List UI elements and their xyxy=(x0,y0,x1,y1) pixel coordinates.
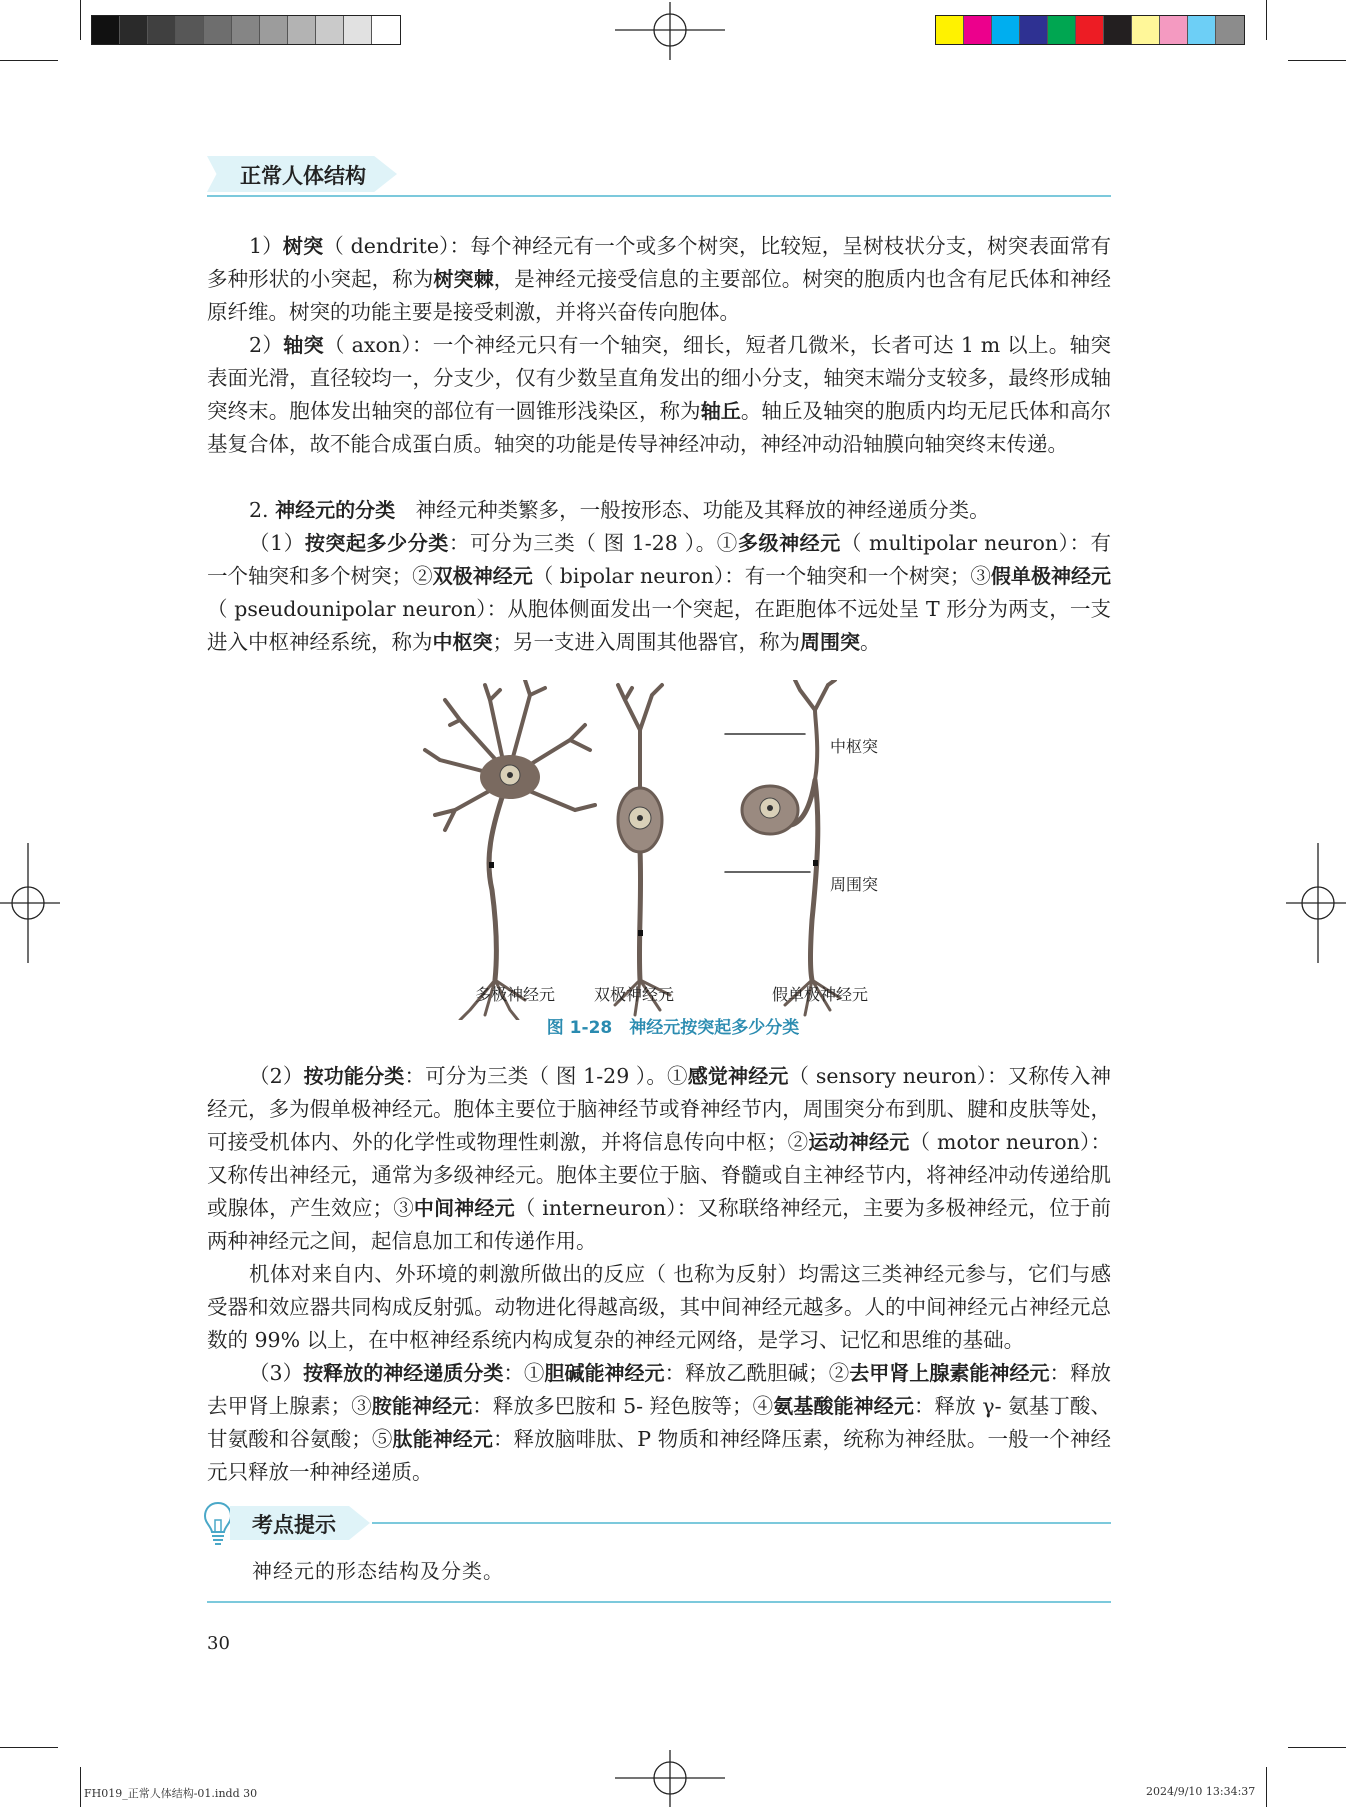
gray-swatch-5 xyxy=(204,16,232,44)
lightbulb-icon xyxy=(203,1500,233,1546)
paragraph-classification: 2. 神经元的分类 神经元种类繁多，一般按形态、功能及其释放的神经递质分类。 xyxy=(249,498,990,522)
color-swatch-6 xyxy=(1076,16,1104,44)
paragraph-by-function: （2）按功能分类：可分为三类（ 图 1-29 ）。①感觉神经元（ sensory neuron）：又称传入神经元，多为假单极神经元。胞体主要位于脑神经节或脊神经节内，周围突分布到肌、腱和皮肤等处，可接受机体内、外的化学性或物理性刺激，并将信息传向中枢；②运动神经元（ motor neuron）：又称传出神经元，通常为多级神经元。胞体主要位于脑、脊髓或自主神经节内，将神经冲动传递给肌或腺体，产生效应；③中间神经元（ interneuron）：又称联络神经元，主要为多极神经元，位于前两种神经元之间，起信息加工和传递作用。 xyxy=(207,1064,1112,1253)
label-peripheral-process: 周围突 xyxy=(830,875,879,894)
color-swatch-9 xyxy=(1160,16,1188,44)
color-swatch-10 xyxy=(1188,16,1216,44)
label-pseudounipolar: 假单极神经元 xyxy=(772,985,869,1004)
paragraph-dendrite: 1）树突（ dendrite）：每个神经元有一个或多个树突，比较短，呈树枝状分支，树突表面常有多种形状的小突起，称为树突棘，是神经元接受信息的主要部位。树突的胞质内也含有尼氏体和神经原纤维。树突的功能主要是接受刺激，并将兴奋传向胞体。 xyxy=(207,234,1112,324)
gray-swatch-7 xyxy=(260,16,288,44)
grayscale-bar xyxy=(91,15,401,45)
registration-mark-bottom xyxy=(615,1750,725,1807)
color-swatch-7 xyxy=(1104,16,1132,44)
color-swatch-11 xyxy=(1216,16,1244,44)
paragraph-axon: 2）轴突（ axon）：一个神经元只有一个轴突，细长，短者几微米，长者可达 1 m 以上。轴突表面光滑，直径较均一，分支少，仅有少数呈直角发出的细小分支，轴突末端分支较多，最终形成轴突终末。胞体发出轴突的部位有一圆锥形浅染区，称为轴丘。轴丘及轴突的胞质内均无尼氏体和高尔基复合体，故不能合成蛋白质。轴突的功能是传导神经冲动，神经冲动沿轴膜向轴突终末传递。 xyxy=(207,333,1112,456)
chapter-title: 正常人体结构 xyxy=(240,164,366,188)
color-swatch-3 xyxy=(992,16,1020,44)
footer-timestamp: 2024/9/10 13:34:37 xyxy=(1146,1785,1256,1798)
gray-swatch-1 xyxy=(92,16,120,44)
page-number: 30 xyxy=(207,1633,230,1654)
color-swatch-4 xyxy=(1020,16,1048,44)
figure-caption: 图 1-28 神经元按突起多少分类 xyxy=(546,1018,800,1038)
gray-swatch-9 xyxy=(316,16,344,44)
label-central-process: 中枢突 xyxy=(830,737,879,756)
color-bar xyxy=(935,15,1245,45)
registration-mark-left xyxy=(0,843,60,963)
color-swatch-5 xyxy=(1048,16,1076,44)
label-bipolar: 双极神经元 xyxy=(594,985,675,1004)
color-swatch-1 xyxy=(936,16,964,44)
color-swatch-2 xyxy=(964,16,992,44)
paragraph-reflex: 机体对来自内、外环境的刺激所做出的反应（ 也称为反射）均需这三类神经元参与，它们与感受器和效应器共同构成反射弧。动物进化得越高级，其中间神经元越多。人的中间神经元占神经元总数的 99% 以上，在中枢神经系统内构成复杂的神经元网络，是学习、记忆和思维的基础。 xyxy=(207,1262,1111,1352)
tip-rule-top xyxy=(372,1522,1111,1524)
neuron-figure xyxy=(400,680,920,1020)
multipolar-neuron-illustration xyxy=(425,680,595,1020)
gray-swatch-3 xyxy=(148,16,176,44)
color-swatch-8 xyxy=(1132,16,1160,44)
registration-mark-top xyxy=(615,2,725,62)
gray-swatch-2 xyxy=(120,16,148,44)
registration-mark-right xyxy=(1286,843,1346,963)
gray-swatch-4 xyxy=(176,16,204,44)
gray-swatch-8 xyxy=(288,16,316,44)
tip-rule-bottom xyxy=(207,1601,1111,1603)
label-multipolar: 多极神经元 xyxy=(475,985,556,1004)
gray-swatch-11 xyxy=(372,16,400,44)
gray-swatch-10 xyxy=(344,16,372,44)
footer-file-info: FH019_正常人体结构-01.indd 30 xyxy=(84,1787,258,1800)
tip-title: 考点提示 xyxy=(252,1513,336,1537)
pseudounipolar-neuron-illustration xyxy=(725,680,840,1015)
header-rule xyxy=(207,195,1111,197)
gray-swatch-6 xyxy=(232,16,260,44)
paragraph-by-neurotransmitter: （3）按释放的神经递质分类：①胆碱能神经元：释放乙酰胆碱；②去甲肾上腺素能神经元：释放去甲肾上腺素；③胺能神经元：释放多巴胺和 5- 羟色胺等；④氨基酸能神经元：释放 γ- 氨基丁酸、甘氨酸和谷氨酸；⑤肽能神经元：释放脑啡肽、P 物质和神经降压素，统称为神经肽。一般一个神经元只释放一种神经递质。 xyxy=(207,1361,1112,1484)
tip-text: 神经元的形态结构及分类。 xyxy=(252,1559,504,1583)
paragraph-by-processes: （1）按突起多少分类：可分为三类（ 图 1-28 ）。①多级神经元（ multipolar neuron）：有一个轴突和多个树突；②双极神经元（ bipolar neuron）：有一个轴突和一个树突；③假单极神经元（ pseudounipolar neuron）：从胞体侧面发出一个突起，在距胞体不远处呈 T 形分为两支，一支进入中枢神经系统，称为中枢突；另一支进入周围其他器官，称为周围突。 xyxy=(207,531,1112,654)
